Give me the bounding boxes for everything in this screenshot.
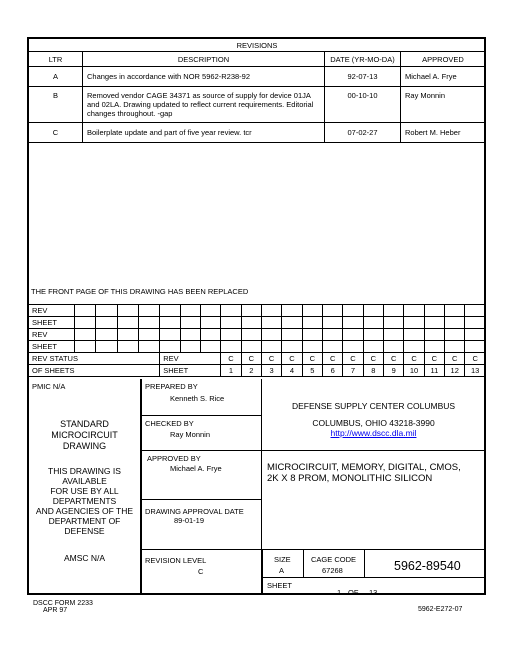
revision-ltr: A xyxy=(29,67,83,87)
grid-cell xyxy=(404,329,424,341)
grid-cell xyxy=(343,341,363,353)
grid-cell xyxy=(241,341,261,353)
sheet-number-value: 10 xyxy=(404,365,424,377)
grid-cell xyxy=(384,341,404,353)
sheet-number-value: 13 xyxy=(465,365,486,377)
revision-ltr: C xyxy=(29,123,83,143)
grid-cell xyxy=(221,341,241,353)
rev-status-value: C xyxy=(322,353,342,365)
approved-by-label: APPROVED BY xyxy=(147,454,201,463)
grid-cell xyxy=(343,317,363,329)
cage-code-label: CAGE CODE xyxy=(311,555,357,564)
approval-date-label: DRAWING APPROVAL DATE xyxy=(145,507,244,516)
revision-date: 07-02-27 xyxy=(325,123,401,143)
sheet-number-value: 8 xyxy=(363,365,383,377)
grid-cell xyxy=(200,341,220,353)
revision-approver: Robert M. Heber xyxy=(401,123,486,143)
grid-cell xyxy=(302,329,322,341)
grid-cell xyxy=(200,317,220,329)
grid-cell xyxy=(160,317,180,329)
grid-cell xyxy=(117,317,138,329)
form-number: DSCC FORM 2233 xyxy=(33,600,93,607)
rev-status-value: C xyxy=(221,353,241,365)
grid-cell xyxy=(96,305,117,317)
grid-cell xyxy=(363,341,383,353)
rev-status-value: C xyxy=(445,353,465,365)
grid-cell xyxy=(465,341,486,353)
size-value: A xyxy=(279,566,285,575)
grid-cell xyxy=(465,305,486,317)
grid-cell xyxy=(363,317,383,329)
grid-cell xyxy=(180,341,200,353)
form-date: APR 97 xyxy=(43,607,68,614)
sheet-label: SHEET xyxy=(267,581,293,590)
grid-cell xyxy=(384,317,404,329)
grid-cell xyxy=(322,341,342,353)
grid-cell xyxy=(302,305,322,317)
revisions-title: REVISIONS xyxy=(29,39,486,52)
revision-ltr: B xyxy=(29,87,83,123)
grid-cell xyxy=(160,341,180,353)
rev-label: REV xyxy=(160,353,221,365)
grid-cell xyxy=(96,317,117,329)
grid-cell xyxy=(261,317,281,329)
grid-cell xyxy=(302,341,322,353)
standard-drawing-title: STANDARD MICROCIRCUIT DRAWING xyxy=(51,419,118,451)
amsc-label: AMSC N/A xyxy=(63,553,106,563)
cage-code-value: 67268 xyxy=(322,566,343,575)
drawing-number: 5962-89540 xyxy=(394,559,461,573)
revision-level-value: C xyxy=(198,567,204,576)
checked-by-name: Ray Monnin xyxy=(170,430,211,439)
rev-status-value: C xyxy=(465,353,486,365)
grid-cell xyxy=(221,317,241,329)
grid-cell xyxy=(282,341,302,353)
grid-cell xyxy=(282,329,302,341)
revision-date: 92-07-13 xyxy=(325,67,401,87)
sheet-number-value: 12 xyxy=(445,365,465,377)
grid-cell xyxy=(424,317,444,329)
grid-cell xyxy=(445,317,465,329)
sheet-number-value: 11 xyxy=(424,365,444,377)
prepared-by-label: PREPARED BY xyxy=(145,382,198,391)
grid-cell xyxy=(445,305,465,317)
grid-cell xyxy=(343,329,363,341)
grid-cell xyxy=(302,317,322,329)
grid-cell xyxy=(384,305,404,317)
document-code: 5962-E272-07 xyxy=(418,606,463,613)
grid-cell xyxy=(117,341,138,353)
revision-date: 00-10-10 xyxy=(325,87,401,123)
dscc-name: DEFENSE SUPPLY CENTER COLUMBUS xyxy=(291,401,456,411)
grid-row-label: REV xyxy=(29,329,75,341)
rev-status-grid xyxy=(28,304,486,377)
grid-cell xyxy=(424,305,444,317)
grid-cell xyxy=(180,317,200,329)
grid-cell xyxy=(363,329,383,341)
grid-cell xyxy=(74,329,95,341)
grid-cell xyxy=(322,305,342,317)
grid-cell xyxy=(138,329,159,341)
dscc-address: COLUMBUS, OHIO 43218-3990 xyxy=(312,418,435,428)
date-header: DATE (YR-MO-DA) xyxy=(325,52,401,67)
grid-cell xyxy=(200,305,220,317)
dscc-link-wrap xyxy=(262,428,485,438)
of-sheets-label: OF SHEETS xyxy=(29,365,160,377)
sheet-total: 13 xyxy=(369,588,378,597)
sheet-number-value: 9 xyxy=(384,365,404,377)
grid-cell xyxy=(261,329,281,341)
grid-cell xyxy=(465,317,486,329)
revision-description: Removed vendor CAGE 34371 as source of supply for device 01JA and 02LA. Drawing updated to reflect current requirements. Editorial changes throughout. -gap xyxy=(83,87,325,123)
grid-cell xyxy=(160,305,180,317)
rev-status-value: C xyxy=(241,353,261,365)
rev-status-value: C xyxy=(384,353,404,365)
grid-cell xyxy=(404,341,424,353)
grid-cell xyxy=(241,329,261,341)
description-header: DESCRIPTION xyxy=(83,52,325,67)
prepared-by-name: Kenneth S. Rice xyxy=(170,394,225,403)
approved-by-name: Michael A. Frye xyxy=(170,464,222,473)
grid-cell xyxy=(404,305,424,317)
grid-cell xyxy=(445,341,465,353)
ltr-header: LTR xyxy=(29,52,83,67)
sheet-number-value: 2 xyxy=(241,365,261,377)
grid-cell xyxy=(465,329,486,341)
grid-cell xyxy=(445,329,465,341)
sheet-number-value: 1 xyxy=(221,365,241,377)
grid-cell xyxy=(96,329,117,341)
revision-row xyxy=(29,123,486,143)
rev-status-value: C xyxy=(404,353,424,365)
grid-cell xyxy=(261,341,281,353)
revision-approver: Ray Monnin xyxy=(401,87,486,123)
rev-status-value: C xyxy=(363,353,383,365)
grid-cell xyxy=(117,305,138,317)
grid-cell xyxy=(221,329,241,341)
sheet-number-value: 6 xyxy=(322,365,342,377)
grid-cell xyxy=(424,341,444,353)
grid-cell xyxy=(138,305,159,317)
rev-status-value: C xyxy=(302,353,322,365)
drawing-title: MICROCIRCUIT, MEMORY, DIGITAL, CMOS, 2K X 8 PROM, MONOLITHIC SILICON xyxy=(267,462,461,484)
grid-cell xyxy=(74,317,95,329)
revisions-table xyxy=(28,38,486,143)
rev-status-value: C xyxy=(261,353,281,365)
checked-by-label: CHECKED BY xyxy=(145,419,194,428)
size-label: SIZE xyxy=(274,555,291,564)
grid-cell xyxy=(282,317,302,329)
grid-cell xyxy=(404,317,424,329)
grid-cell xyxy=(96,341,117,353)
grid-cell xyxy=(138,341,159,353)
grid-cell xyxy=(221,305,241,317)
grid-cell xyxy=(343,305,363,317)
revision-approver: Michael A. Frye xyxy=(401,67,486,87)
availability-statement: THIS DRAWING IS AVAILABLE FOR USE BY ALL DEPARTMENTS AND AGENCIES OF THE DEPARTMENT OF DEFENSE xyxy=(35,466,134,536)
sheet-number: 1 xyxy=(337,588,342,597)
divider xyxy=(262,450,486,451)
grid-cell xyxy=(241,305,261,317)
grid-row-label: SHEET xyxy=(29,341,75,353)
rev-status-label: REV STATUS xyxy=(29,353,160,365)
revision-row xyxy=(29,87,486,123)
grid-row-label: SHEET xyxy=(29,317,75,329)
pmic-label: PMIC N/A xyxy=(32,382,66,391)
grid-cell xyxy=(160,329,180,341)
rev-status-value: C xyxy=(424,353,444,365)
front-page-note: THE FRONT PAGE OF THIS DRAWING HAS BEEN REPLACED xyxy=(31,287,249,296)
rev-status-value: C xyxy=(282,353,302,365)
grid-cell xyxy=(180,329,200,341)
sheet-number-value: 7 xyxy=(343,365,363,377)
approved-header: APPROVED xyxy=(401,52,486,67)
sheet-of: OF xyxy=(348,588,359,597)
grid-cell xyxy=(74,341,95,353)
grid-cell xyxy=(261,305,281,317)
sheet-number-value: 4 xyxy=(282,365,302,377)
grid-cell xyxy=(117,329,138,341)
grid-cell xyxy=(363,305,383,317)
revision-row xyxy=(29,67,486,87)
grid-cell xyxy=(322,317,342,329)
sheet-number-value: 3 xyxy=(261,365,281,377)
grid-row-label: REV xyxy=(29,305,75,317)
grid-cell xyxy=(138,317,159,329)
sheet-label: SHEET xyxy=(160,365,221,377)
rev-status-value: C xyxy=(343,353,363,365)
grid-cell xyxy=(241,317,261,329)
revision-level-label: REVISION LEVEL xyxy=(145,556,207,565)
revision-description: Boilerplate update and part of five year review. tcr xyxy=(83,123,325,143)
dscc-url-link[interactable]: http://www.dscc.dla.mil xyxy=(330,428,417,438)
grid-cell xyxy=(180,305,200,317)
grid-cell xyxy=(74,305,95,317)
sheet-number-value: 5 xyxy=(302,365,322,377)
grid-cell xyxy=(424,329,444,341)
grid-cell xyxy=(322,329,342,341)
grid-cell xyxy=(282,305,302,317)
grid-cell xyxy=(384,329,404,341)
grid-cell xyxy=(200,329,220,341)
revision-description: Changes in accordance with NOR 5962-R238-92 xyxy=(83,67,325,87)
approval-date-value: 89-01-19 xyxy=(174,516,205,525)
